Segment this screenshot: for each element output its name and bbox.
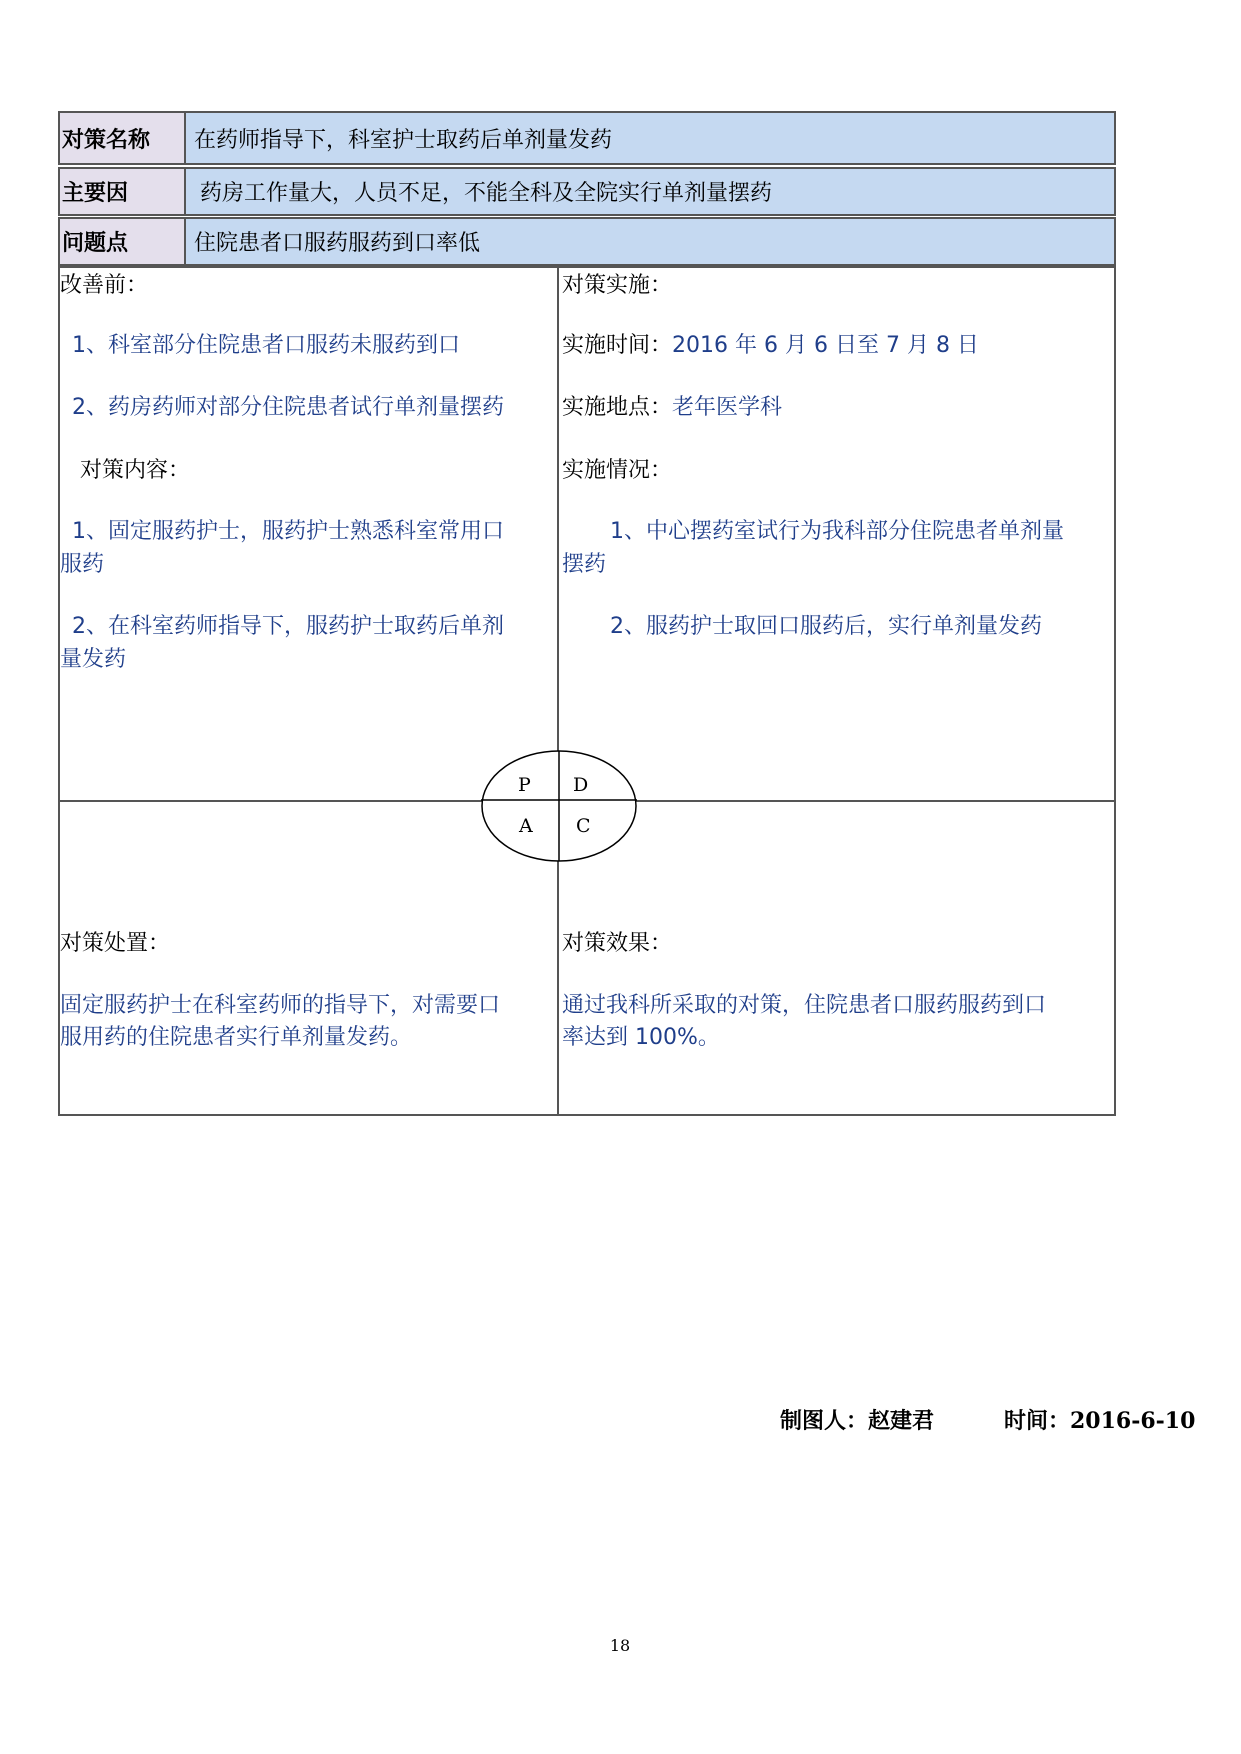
check-line-1: 通过我科所采取的对策，住院患者口服药服药到口 xyxy=(562,993,1047,1018)
do-place xyxy=(562,392,782,424)
do-time-value: 2016 年 6 月 6 日至 7 月 8 日 xyxy=(672,333,979,358)
plan-content-1-line2: 服药 xyxy=(60,552,105,577)
do-place-value: 老年医学科 xyxy=(672,395,783,420)
do-place-label: 实施地点： xyxy=(562,395,673,420)
do-title: 对策实施： xyxy=(562,273,673,298)
pdca-vertical-divider xyxy=(557,266,559,1116)
plan-content-2-line1: 2、在科室药师指导下，服药护士取药后单剂 xyxy=(72,614,504,639)
problem-label: 问题点 xyxy=(60,219,186,264)
do-status-1-line1: 1、中心摆药室试行为我科部分住院患者单剂量 xyxy=(610,519,1064,544)
plan-item-2: 2、药房药师对部分住院患者试行单剂量摆药 xyxy=(72,395,504,420)
do-status-title: 实施情况： xyxy=(562,458,673,483)
pdca-p-label: P xyxy=(518,774,531,796)
do-status-1-line2: 摆药 xyxy=(562,552,607,577)
footer-author: 制图人：赵建君 xyxy=(780,1408,935,1434)
pdca-d-label: D xyxy=(573,774,589,796)
act-title: 对策处置： xyxy=(60,931,171,956)
do-time-label: 实施时间： xyxy=(562,333,673,358)
check-line-2: 率达到 100%。 xyxy=(562,1025,720,1050)
plan-content-2-line2: 量发药 xyxy=(60,647,127,672)
footer-date: 时间：2016-6-10 xyxy=(1004,1408,1196,1434)
main-cause-value: 药房工作量大，人员不足，不能全科及全院实行单剂量摆药 xyxy=(200,181,773,206)
check-title: 对策效果： xyxy=(562,931,673,956)
header-row-problem xyxy=(58,217,1116,266)
pdca-a-label: A xyxy=(519,815,533,837)
do-status-2: 2、服药护士取回口服药后，实行单剂量发药 xyxy=(610,614,1042,639)
act-line-1: 固定服药护士在科室药师的指导下，对需要口 xyxy=(60,993,501,1018)
act-line-2: 服用药的住院患者实行单剂量发药。 xyxy=(60,1025,413,1050)
countermeasure-name-value: 在药师指导下，科室护士取药后单剂量发药 xyxy=(194,127,613,153)
page-number: 18 xyxy=(609,1636,631,1655)
main-cause-label: 主要因 xyxy=(60,169,186,214)
header-row-main-cause xyxy=(58,167,1116,216)
problem-value: 住院患者口服药服药到口率低 xyxy=(194,231,481,256)
plan-title: 改善前： xyxy=(60,273,149,298)
pdca-c-label: C xyxy=(576,815,591,837)
header-row-countermeasure xyxy=(58,111,1116,165)
do-time xyxy=(562,330,979,362)
pdca-cycle-diagram xyxy=(481,750,637,862)
countermeasure-name-label: 对策名称 xyxy=(60,113,186,163)
plan-content-title: 对策内容： xyxy=(80,458,191,483)
plan-content-1-line1: 1、固定服药护士，服药护士熟悉科室常用口 xyxy=(72,519,504,544)
plan-item-1: 1、科室部分住院患者口服药未服药到口 xyxy=(72,333,460,358)
